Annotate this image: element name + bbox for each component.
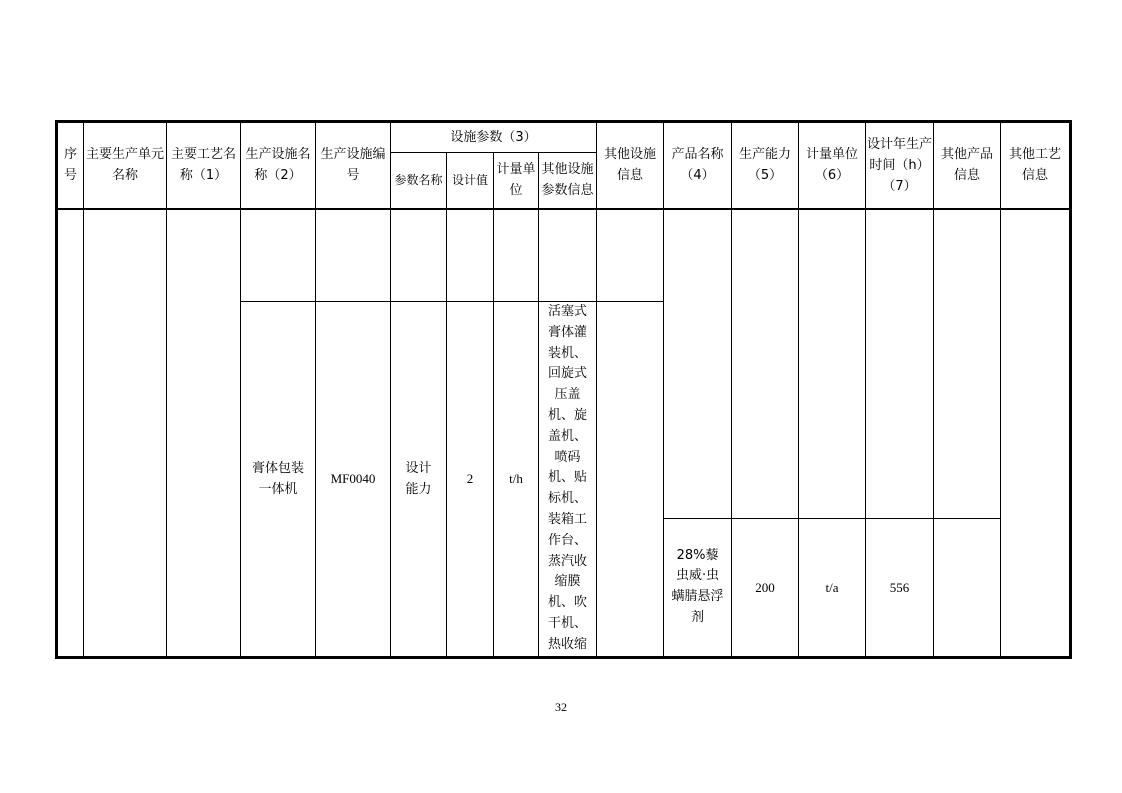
cell-design-hours-prev [866,209,934,519]
cell-capacity-unit-prev [799,209,866,519]
cell-other-param-info: 活塞式膏体灌装机、回旋式压盖机、旋盖机、喷码机、贴标机、装箱工作台、蒸汽收缩膜机、吹干机、热收缩 [539,302,597,658]
cell-facility-name-prev [241,209,316,302]
cell-facility-code-prev [316,209,391,302]
header-facility-code: 生产设施编号 [316,122,391,209]
header-facility-name: 生产设施名称（2） [241,122,316,209]
header-other-facility-info: 其他设施信息 [597,122,664,209]
cell-param-name: 设计能力 [391,302,447,658]
header-seq: 序号 [57,122,84,209]
facility-table [55,120,1072,659]
cell-capacity-prev [732,209,799,519]
header-other-param-info: 其他设施参数信息 [539,153,597,209]
cell-design-value: 2 [447,302,494,658]
cell-other-product-info-prev [934,209,1001,519]
cell-other-product-info [934,518,1001,657]
cell-capacity-unit: t/a [799,518,866,657]
cell-facility-name: 膏体包装一体机 [241,302,316,658]
page-number: 32 [555,700,567,714]
cell-product-name-prev [664,209,732,519]
header-process-name: 主要工艺名称（1） [167,122,241,209]
header-param-name: 参数名称 [391,153,447,209]
cell-other-facility-info [597,302,664,658]
header-other-product-info: 其他产品信息 [934,122,1001,209]
cell-param-name-prev [391,209,447,302]
header-capacity: 生产能力（5） [732,122,799,209]
cell-unit-name [84,209,167,658]
header-params-group: 设施参数（3） [391,122,597,153]
cell-other-facility-info-prev [597,209,664,302]
header-design-value: 设计值 [447,153,494,209]
header-other-process-info: 其他工艺信息 [1001,122,1071,209]
cell-seq [57,209,84,658]
header-unit-name: 主要生产单元名称 [84,122,167,209]
cell-design-value-prev [447,209,494,302]
cell-param-unit-prev [494,209,539,302]
cell-other-process-info [1001,209,1071,658]
cell-other-param-info-prev [539,209,597,302]
header-param-unit: 计量单位 [494,153,539,209]
cell-param-unit: t/h [494,302,539,658]
cell-product-name: 28%藜虫威·虫螨腈悬浮剂 [664,518,732,657]
header-capacity-unit: 计量单位（6） [799,122,866,209]
header-design-hours: 设计年生产时间（h）（7） [866,122,934,209]
cell-design-hours: 556 [866,518,934,657]
cell-capacity: 200 [732,518,799,657]
cell-facility-code: MF0040 [316,302,391,658]
header-product-name: 产品名称（4） [664,122,732,209]
cell-process-name [167,209,241,658]
